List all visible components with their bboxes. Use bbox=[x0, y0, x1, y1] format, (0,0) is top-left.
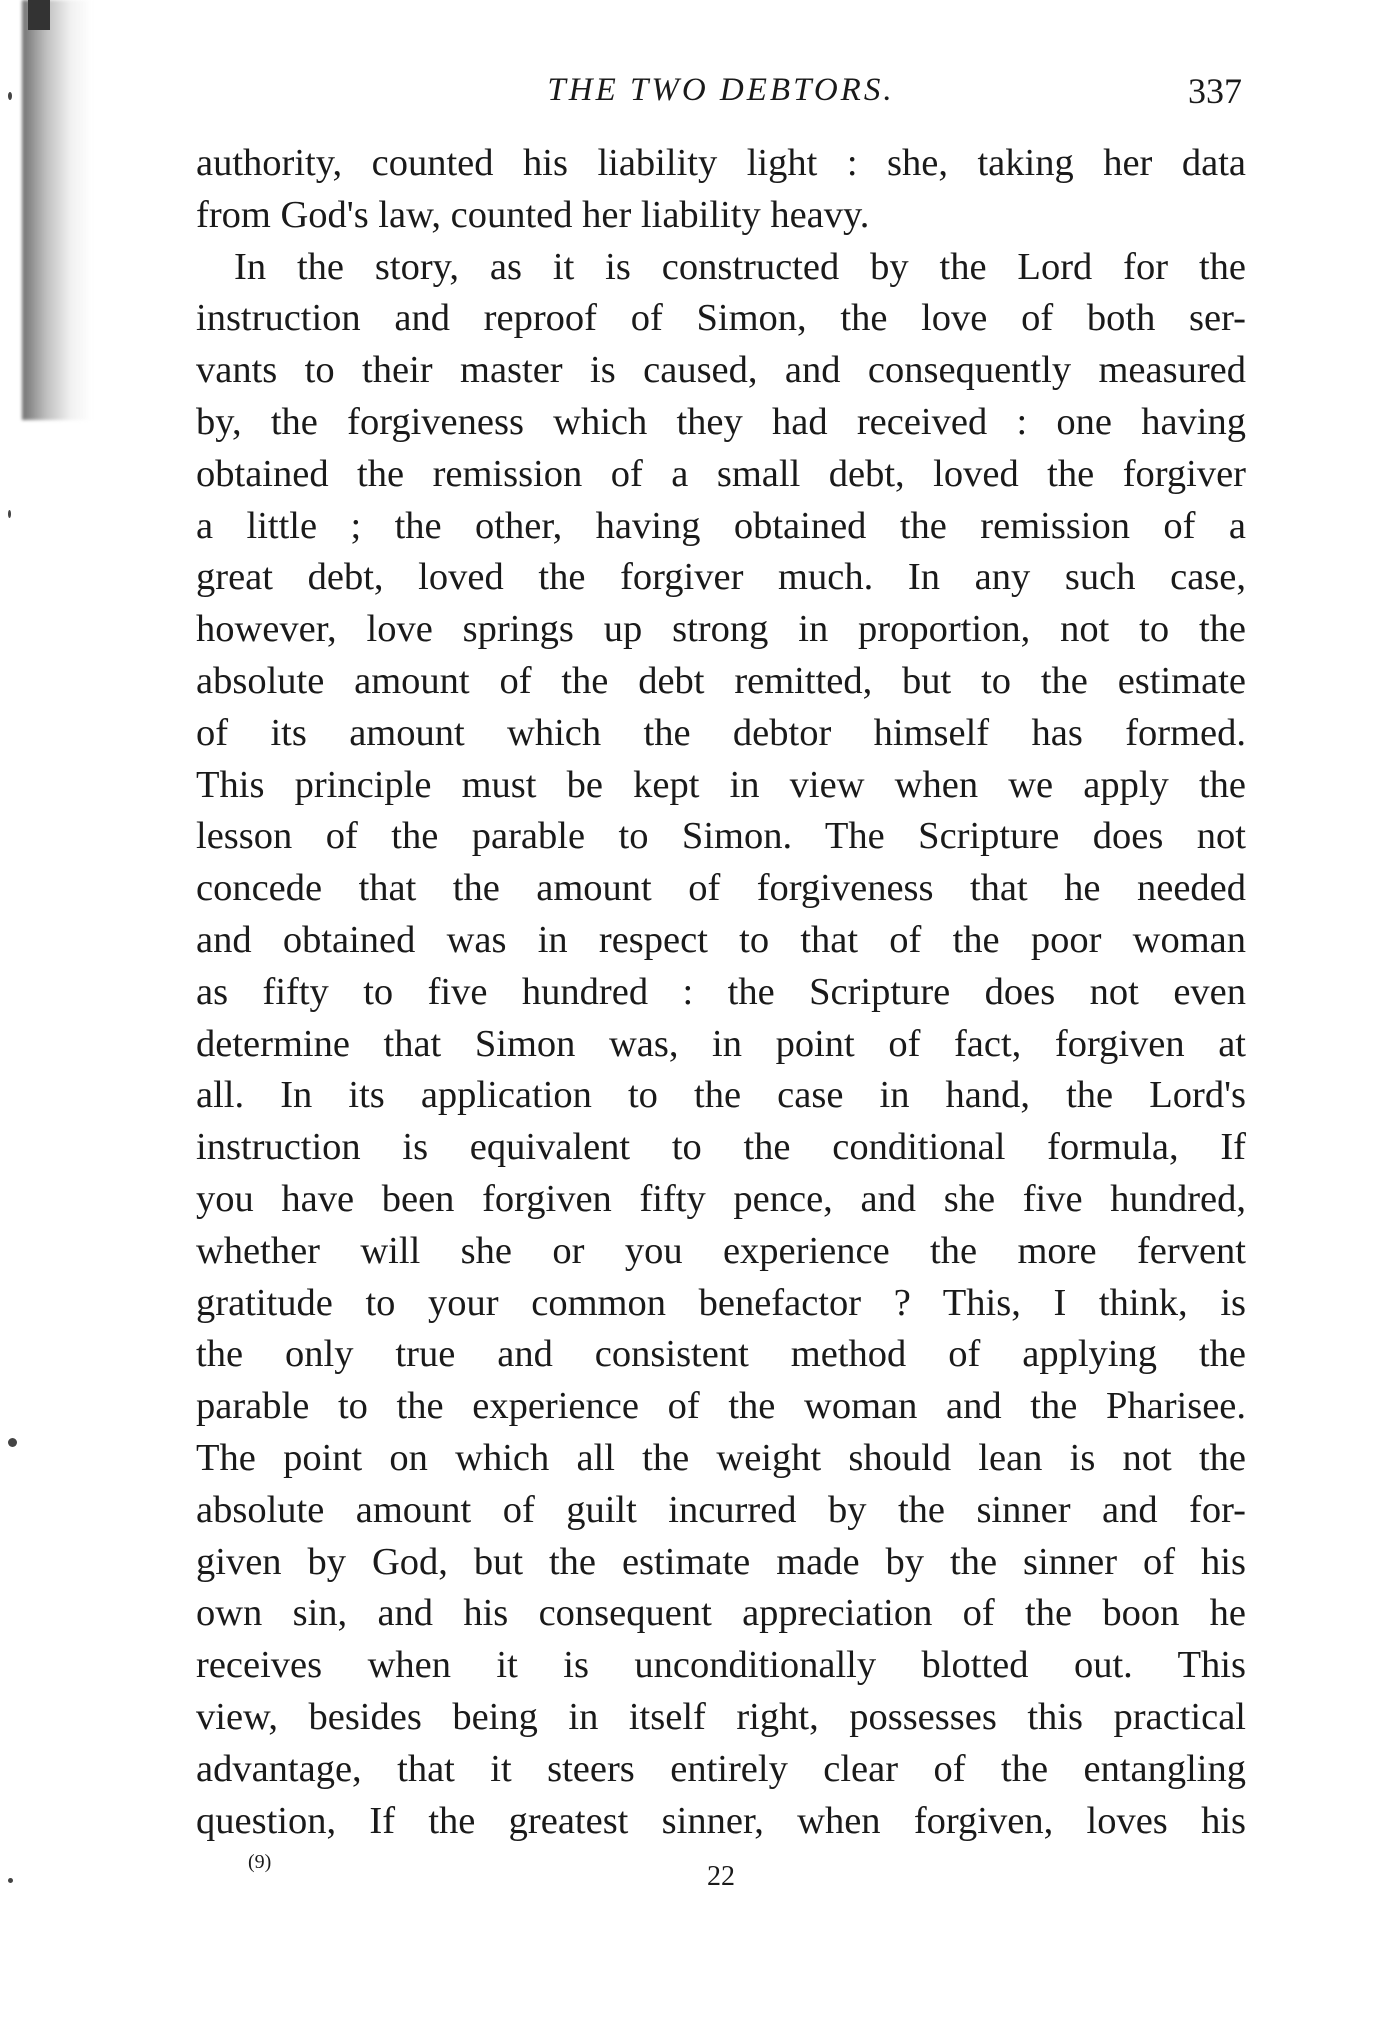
scan-speck bbox=[8, 92, 12, 100]
text-line: advantage, that it steers entirely clear of the entangling bbox=[196, 1747, 1246, 1790]
text-line: question, If the greatest sinner, when forgiven, loves his bbox=[196, 1799, 1246, 1842]
text-line: lesson of the parable to Simon. The Scripture does not bbox=[196, 815, 1246, 858]
text-line: given by God, but the estimate made by the sinner of his bbox=[196, 1540, 1246, 1583]
text-line: gratitude to your common benefactor ? This, I think, is bbox=[196, 1281, 1246, 1324]
text-line: authority, counted his liability light : she, taking her data bbox=[196, 142, 1246, 184]
text-line: from God's law, counted her liability heavy. bbox=[196, 193, 870, 236]
text-line: and obtained was in respect to that of the poor woman bbox=[196, 918, 1246, 961]
text-line: absolute amount of the debt remitted, but to the estimate bbox=[196, 659, 1246, 702]
text-line: obtained the remission of a small debt, loved the forgiver bbox=[196, 452, 1246, 495]
text-line: by, the forgiveness which they had received : one having bbox=[196, 400, 1246, 443]
scan-binding-mark bbox=[28, 0, 50, 30]
text-line: a little ; the other, having obtained the remission of a bbox=[196, 504, 1246, 547]
text-line: parable to the experience of the woman and the Pharisee. bbox=[196, 1385, 1246, 1428]
text-line: however, love springs up strong in proportion, not to the bbox=[196, 608, 1246, 651]
text-line: instruction is equivalent to the conditional formula, If bbox=[196, 1126, 1246, 1169]
running-head bbox=[196, 64, 1246, 124]
scan-speck bbox=[8, 510, 11, 518]
text-line: all. In its application to the case in hand, the Lord's bbox=[196, 1074, 1246, 1117]
text-line: the only true and consistent method of applying the bbox=[196, 1333, 1246, 1376]
text-line: vants to their master is caused, and consequently measured bbox=[196, 349, 1246, 392]
text-line: instruction and reproof of Simon, the love of both ser- bbox=[196, 297, 1246, 340]
scan-speck bbox=[8, 1878, 13, 1883]
text-line: absolute amount of guilt incurred by the sinner and for- bbox=[196, 1488, 1246, 1531]
text-line: whether will she or you experience the more fervent bbox=[196, 1229, 1246, 1272]
text-line: concede that the amount of forgiveness that he needed bbox=[196, 867, 1246, 910]
text-line: view, besides being in itself right, possesses this practical bbox=[196, 1695, 1246, 1738]
book-page bbox=[196, 64, 1246, 1911]
page-footer bbox=[196, 1851, 1246, 1911]
text-line: great debt, loved the forgiver much. In any such case, bbox=[196, 556, 1246, 599]
scan-speck bbox=[8, 1438, 17, 1447]
text-line: In the story, as it is constructed by the Lord for the bbox=[234, 245, 1246, 288]
text-line: This principle must be kept in view when we apply the bbox=[196, 763, 1246, 806]
text-line: receives when it is unconditionally blotted out. This bbox=[196, 1644, 1246, 1687]
running-head-title: THE TWO DEBTORS. bbox=[547, 72, 895, 108]
text-line: The point on which all the weight should lean is not the bbox=[196, 1436, 1246, 1479]
page-number: 337 bbox=[1188, 71, 1242, 111]
text-line: you have been forgiven fifty pence, and she five hundred, bbox=[196, 1177, 1246, 1220]
text-line: own sin, and his consequent appreciation of the boon he bbox=[196, 1592, 1246, 1635]
scan-shadow bbox=[22, 0, 92, 420]
text-line: as fifty to five hundred : the Scripture does not even bbox=[196, 970, 1246, 1013]
signature-mark: (9) bbox=[248, 1851, 272, 1874]
text-line: determine that Simon was, in point of fact, forgiven at bbox=[196, 1022, 1246, 1065]
sheet-number: 22 bbox=[707, 1861, 735, 1893]
text-line: of its amount which the debtor himself has formed. bbox=[196, 711, 1246, 754]
body-text bbox=[196, 138, 1246, 1847]
